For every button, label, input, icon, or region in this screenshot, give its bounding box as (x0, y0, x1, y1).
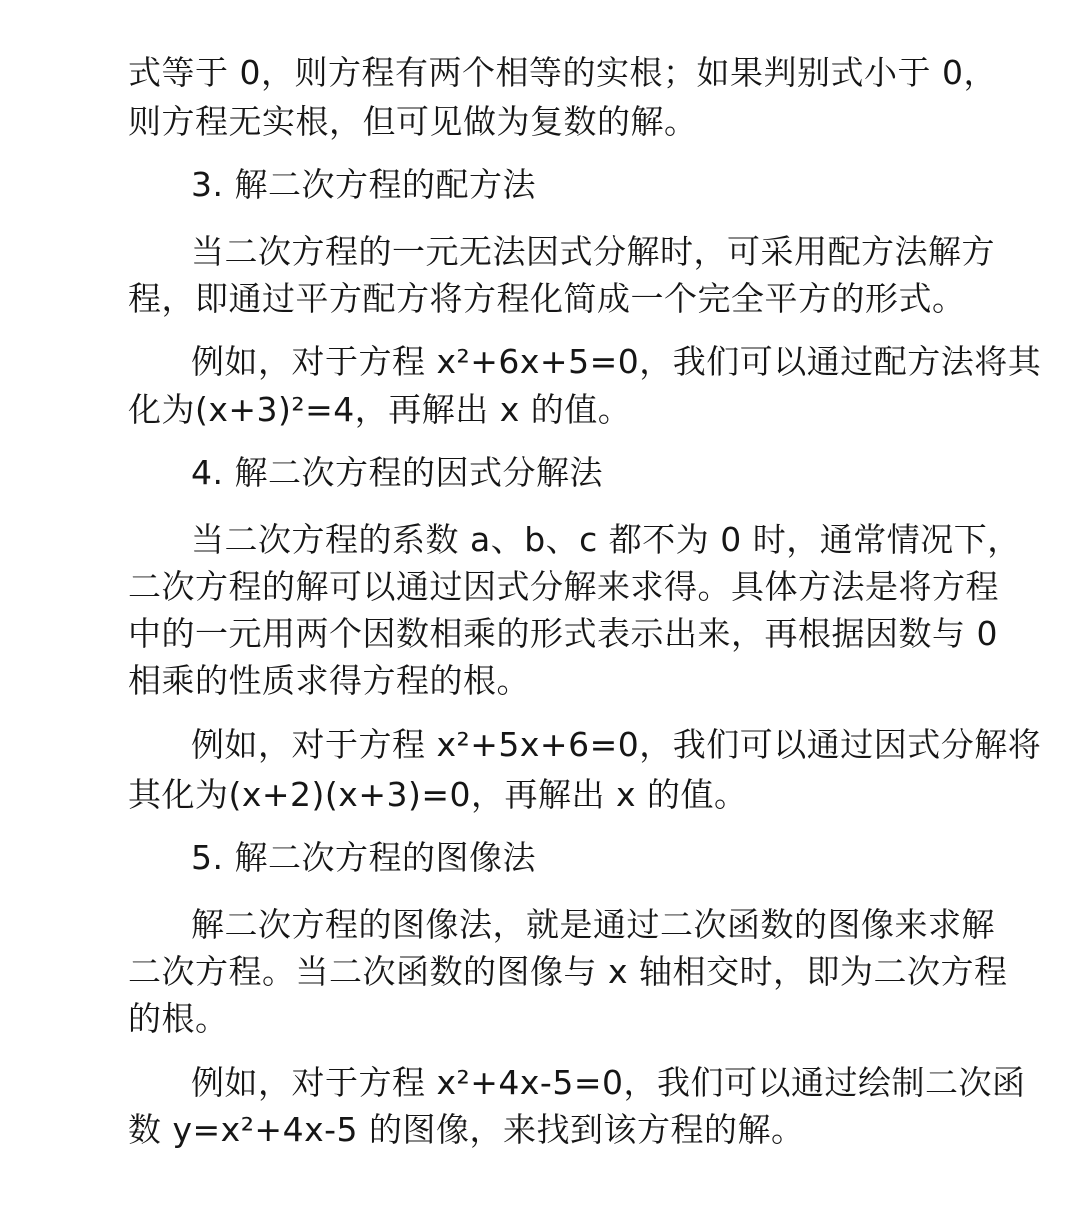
paragraph-line: 相乘的性质求得方程的根。 (128, 661, 530, 700)
paragraph-line: 解二次方程的图像法，就是通过二次函数的图像来求解 (191, 905, 995, 944)
paragraph-line: 例如，对于方程 x²+4x-5=0，我们可以通过绘制二次函 (191, 1063, 1026, 1102)
paragraph-line: 例如，对于方程 x²+6x+5=0，我们可以通过配方法将其 (191, 342, 1042, 381)
paragraph-line: 二次方程的解可以通过因式分解来求得。具体方法是将方程 (128, 567, 999, 606)
paragraph-line: 式等于 0，则方程有两个相等的实根；如果判别式小于 0， (128, 53, 997, 92)
paragraph-line: 则方程无实根，但可见做为复数的解。 (128, 102, 698, 141)
paragraph-line: 其化为(x+2)(x+3)=0，再解出 x 的值。 (128, 775, 748, 814)
paragraph-line: 当二次方程的系数 a、b、c 都不为 0 时，通常情况下， (191, 520, 1021, 559)
paragraph-line: 中的一元用两个因数相乘的形式表示出来，再根据因数与 0 (128, 614, 998, 653)
section-heading-5: 5. 解二次方程的图像法 (191, 838, 536, 877)
paragraph-line: 例如，对于方程 x²+5x+6=0，我们可以通过因式分解将 (191, 725, 1042, 764)
paragraph-line: 当二次方程的一元无法因式分解时，可采用配方法解方 (191, 232, 995, 271)
paragraph-line: 数 y=x²+4x-5 的图像，来找到该方程的解。 (128, 1110, 805, 1149)
paragraph-line: 二次方程。当二次函数的图像与 x 轴相交时，即为二次方程 (128, 952, 1008, 991)
section-heading-4: 4. 解二次方程的因式分解法 (191, 453, 603, 492)
paragraph-line: 的根。 (128, 999, 229, 1038)
paragraph-line: 化为(x+3)²=4，再解出 x 的值。 (128, 390, 632, 429)
section-heading-3: 3. 解二次方程的配方法 (191, 165, 536, 204)
paragraph-line: 程，即通过平方配方将方程化简成一个完全平方的形式。 (128, 279, 966, 318)
